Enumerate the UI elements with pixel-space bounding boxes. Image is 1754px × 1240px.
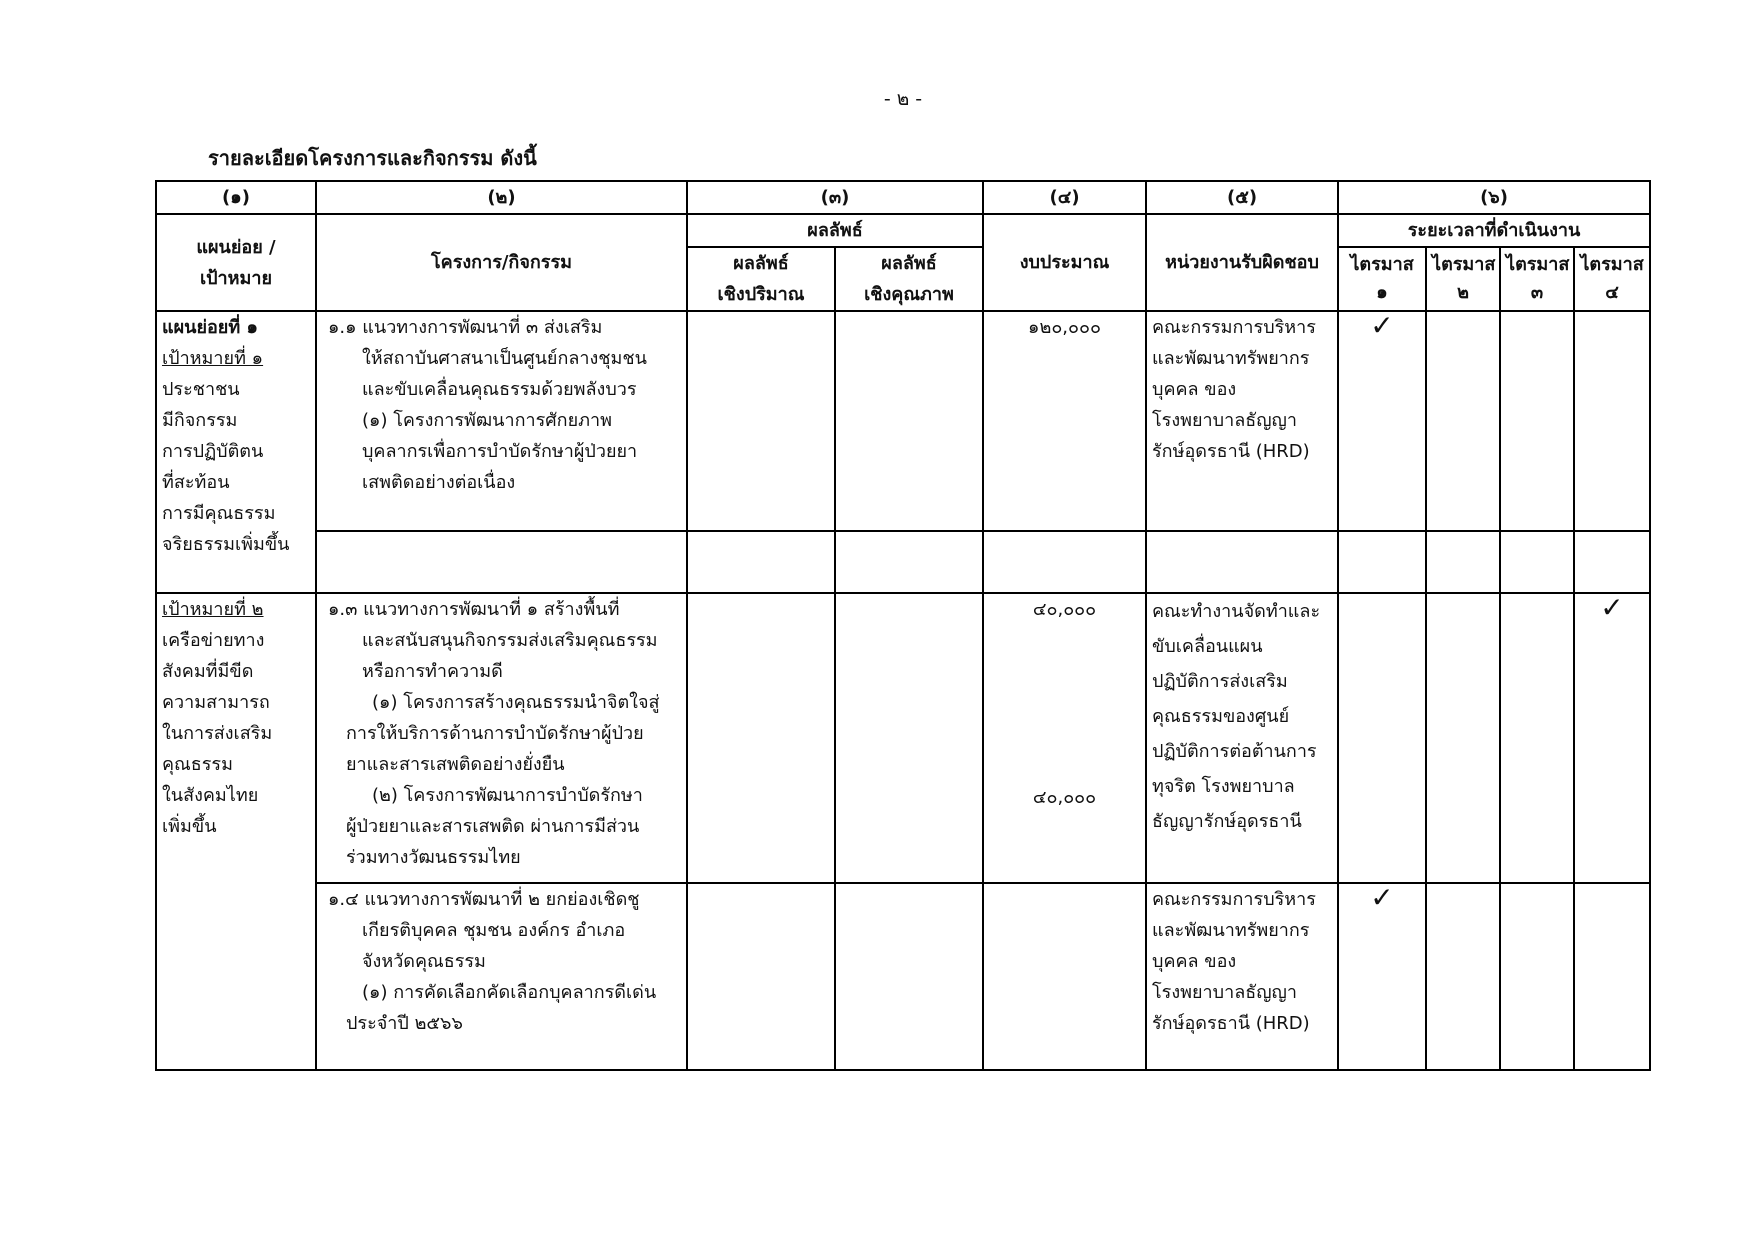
goal2a-budget: [983, 593, 1146, 883]
goal2b-outcome-quantity: [687, 883, 835, 1070]
goal2a-outcome-quantity: [687, 593, 835, 883]
table-row: [156, 883, 1650, 1070]
goal1-project: ๑.๑ แนวทางการพัฒนาที่ ๓ ส่งเสริม ให้สถาบันศาสนาเป็นศูนย์กลางชุมชน และขับเคลื่อนคุณธรรมด้วยพลังบวร (๑) โครงการพัฒนาการศักยภาพ บุคลากรเพื่อการบำบัดรักษาผู้ป่วยยา เสพติดอย่างต่อเนื่อง: [316, 311, 687, 531]
header-outcome-quantity: ผลลัพธ์ เชิงปริมาณ: [687, 247, 835, 311]
page-number: - ๒ -: [883, 88, 923, 110]
col-number-2: (๒): [316, 181, 687, 214]
document-heading: รายละเอียดโครงการและกิจกรรม ดังนี้: [208, 146, 537, 170]
goal2-project-b: ๑.๔ แนวทางการพัฒนาที่ ๒ ยกย่องเชิดชู เกียรติบุคคล ชุมชน องค์กร อำเภอ จังหวัดคุณธรรม (๑) การคัดเลือกคัดเลือกบุคลากรดีเด่น ประจำปี ๒๕๖๖: [316, 883, 687, 1070]
goal1-goal: เป้าหมายที่ ๑: [162, 348, 264, 369]
goal1-budget: ๑๒๐,๐๐๐: [983, 311, 1146, 531]
goal2a-responsible: คณะทำงานจัดทำและ ขับเคลื่อนแผน ปฏิบัติการส่งเสริม คุณธรรมของศูนย์ ปฏิบัติการต่อต้านการ ทุจริต โรงพยาบาล ธัญญารักษ์อุดรธานี: [1146, 593, 1338, 883]
col-number-1: (๑): [156, 181, 316, 214]
project-plan-table: [155, 180, 1651, 1071]
header-responsible: หน่วยงานรับผิดชอบ: [1146, 214, 1338, 311]
goal1-q3: [1500, 311, 1574, 531]
goal2a-budget-2: ๔๐,๐๐๐: [1032, 787, 1097, 808]
header-subplan: แผนย่อย / เป้าหมาย: [156, 214, 316, 311]
goal2b-q2: [1426, 883, 1500, 1070]
goal2a-budget-1: ๔๐,๐๐๐: [1032, 599, 1097, 620]
header-budget: งบประมาณ: [983, 214, 1146, 311]
goal1-q1-check-icon: ✓: [1338, 311, 1426, 531]
goal2b-q3: [1500, 883, 1574, 1070]
goal2b-q4: [1574, 883, 1650, 1070]
header-quarter-2: ไตรมาส ๒: [1426, 247, 1500, 311]
table-row: [156, 531, 1650, 593]
header-project: โครงการ/กิจกรรม: [316, 214, 687, 311]
header-outcome: ผลลัพธ์: [687, 214, 983, 247]
goal2b-budget: [983, 883, 1146, 1070]
goal2a-q1: [1338, 593, 1426, 883]
header-quarter-3: ไตรมาส ๓: [1500, 247, 1574, 311]
goal1-responsible: คณะกรรมการบริหาร และพัฒนาทรัพยากร บุคคล ของ โรงพยาบาลธัญญา รักษ์อุดรธานี (HRD): [1146, 311, 1338, 531]
header-quarter-1: ไตรมาส ๑: [1338, 247, 1426, 311]
goal2-project-a: ๑.๓ แนวทางการพัฒนาที่ ๑ สร้างพื้นที่ และสนับสนุนกิจกรรมส่งเสริมคุณธรรม หรือการทำความดี (๑) โครงการสร้างคุณธรรมนำจิตใจสู่ การให้บริการด้านการบำบัดรักษาผู้ป่วย ยาและสารเสพติดอย่างยั่งยืน (๒) โครงการพัฒนาการบำบัดรักษา ผู้ป่วยยาและสารเสพติด ผ่านการมีส่วน ร่วมทางวัฒนธรรมไทย: [316, 593, 687, 883]
goal1-q4: [1574, 311, 1650, 531]
col-number-5: (๕): [1146, 181, 1338, 214]
goal1-subplan: แผนย่อยที่ ๑: [162, 317, 258, 338]
goal2a-q2: [1426, 593, 1500, 883]
col-number-3: (๓): [687, 181, 983, 214]
goal2b-q1-check-icon: ✓: [1338, 883, 1426, 1070]
header-row: [156, 214, 1650, 247]
goal1-outcome-quantity: [687, 311, 835, 531]
goal1-subplan-cell: แผนย่อยที่ ๑ เป้าหมายที่ ๑ ประชาชน มีกิจกรรม การปฏิบัติตน ที่สะท้อน การมีคุณธรรม จริยธรรมเพิ่มขึ้น: [156, 311, 316, 593]
col-number-4: (๔): [983, 181, 1146, 214]
goal2b-responsible: คณะกรรมการบริหาร และพัฒนาทรัพยากร บุคคล ของ โรงพยาบาลธัญญา รักษ์อุดรธานี (HRD): [1146, 883, 1338, 1070]
goal1-q2: [1426, 311, 1500, 531]
goal2-goal-cell: เป้าหมายที่ ๒ เครือข่ายทาง สังคมที่มีขีด ความสามารถ ในการส่งเสริม คุณธรรม ในสังคมไทย เพิ่มขึ้น: [156, 593, 316, 1070]
goal2a-q3: [1500, 593, 1574, 883]
column-number-row: [156, 181, 1650, 214]
header-period: ระยะเวลาที่ดำเนินงาน: [1338, 214, 1650, 247]
goal2b-outcome-quality: [835, 883, 983, 1070]
goal2a-q4-check-icon: ✓: [1574, 593, 1650, 883]
table-row: [156, 593, 1650, 883]
goal2a-outcome-quality: [835, 593, 983, 883]
table-row: [156, 311, 1650, 531]
goal1-outcome-quality: [835, 311, 983, 531]
goal2-goal: เป้าหมายที่ ๒: [162, 599, 264, 620]
header-outcome-quality: ผลลัพธ์ เชิงคุณภาพ: [835, 247, 983, 311]
header-quarter-4: ไตรมาส ๔: [1574, 247, 1650, 311]
col-number-6: (๖): [1338, 181, 1650, 214]
